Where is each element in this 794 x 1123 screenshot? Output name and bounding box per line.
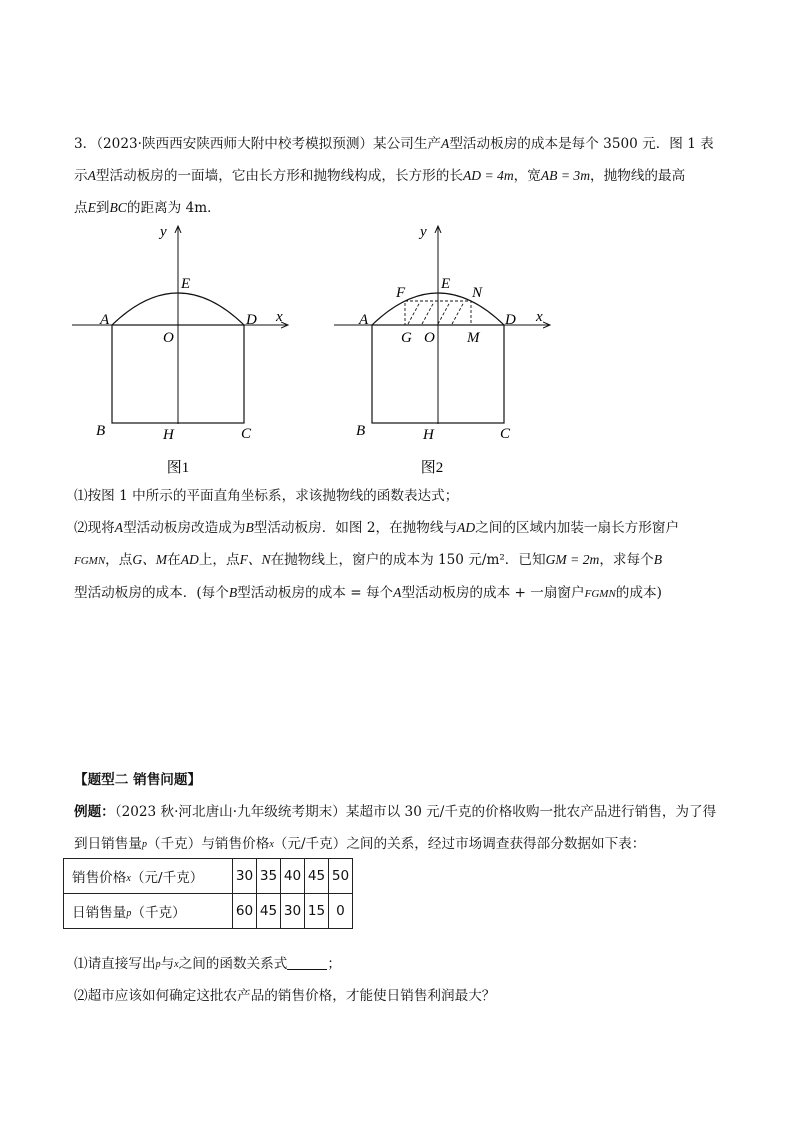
intro-text: ，抛物线的最高	[590, 168, 686, 184]
intro-text: 的距离为 4m．	[126, 200, 221, 216]
fig2-label-O: O	[424, 330, 435, 346]
example-question-1	[74, 948, 734, 981]
intro-text: 到	[95, 200, 110, 216]
fig2-label-y: y	[420, 224, 427, 240]
table-cell: 30	[233, 859, 257, 894]
q2-text: 型活动板房的成本 + 一扇窗户	[401, 585, 585, 601]
table-cell: 30	[281, 894, 305, 929]
fig2-label-G: G	[401, 330, 412, 346]
figure-2	[334, 224, 550, 476]
fig2-label-A: A	[359, 312, 369, 328]
fig2-label-F: F	[396, 285, 406, 301]
fig2-label-E: E	[441, 276, 451, 292]
figure-1	[72, 224, 288, 476]
section-title-text: 【题型二 销售问题】	[74, 772, 202, 788]
fig1-label-O: O	[163, 330, 174, 346]
row-label-unit: （千克）	[131, 905, 186, 921]
table-row-volume	[64, 894, 353, 929]
data-table	[63, 858, 353, 929]
fig2-label-N: N	[472, 285, 483, 301]
fig2-label-D: D	[505, 312, 516, 328]
table-cell: 40	[281, 859, 305, 894]
q2-text: 型活动板房．如图 2，在抛物线与	[253, 520, 458, 536]
row-label-unit: （元/千克）	[130, 870, 204, 886]
q2-text: 在	[167, 552, 181, 568]
fig2-label-M: M	[467, 330, 480, 346]
table-cell: 35	[257, 859, 281, 894]
fig1-label-D: D	[246, 312, 257, 328]
expr-AB: AB = 3m	[540, 168, 591, 183]
intro-text: 点	[74, 200, 88, 216]
example-line: （2023 秋·河北唐山·九年级统考期末）某超市以 30 元/千克的价格收购一批农产品进行销售，为了得	[114, 804, 717, 820]
var-x: x	[126, 873, 131, 884]
q2-text: ，点	[105, 552, 133, 568]
var-p: p	[155, 959, 161, 970]
table-cell: 45	[305, 859, 329, 894]
example-label: 例题：	[74, 804, 115, 820]
figure-diagrams	[60, 216, 580, 478]
fig1-label-B: B	[96, 423, 106, 439]
eq1-text: ⑴请直接写出	[74, 956, 156, 972]
q1-text: ⑴按图 1 中所示的平面直角坐标系，求该抛物线的函数表达式；	[74, 488, 459, 504]
var-A: A	[393, 585, 402, 600]
var-x: x	[174, 959, 179, 970]
expr-GM: GM = 2m	[545, 552, 600, 567]
q2-text: 上，点	[198, 552, 240, 568]
answer-blank[interactable]	[287, 955, 327, 970]
row-label-text: 日销售量	[72, 905, 127, 921]
intro-text: 示	[74, 168, 88, 184]
eq1-text: 与	[160, 956, 175, 972]
q2-text: 型活动板房的成本 = 每个	[237, 585, 394, 601]
intro-text: ，宽	[513, 168, 541, 184]
fig1-label-x: x	[276, 309, 283, 325]
eq1-text: ；	[327, 956, 341, 972]
window-hatch	[408, 302, 464, 324]
fig1-label-y: y	[160, 224, 167, 240]
eq2-text: ⑵超市应该如何确定这批农产品的销售价格，才能使日销售利润最大？	[74, 988, 496, 1004]
problem3-intro	[74, 128, 734, 224]
fig1-label-H: H	[163, 427, 174, 443]
intro-text: 型活动板房的一面墙，它由长方形和抛物线构成，长方形的长	[95, 168, 463, 184]
q2-text: 在抛物线上，窗户的成本为 150 元/m²．已知	[270, 552, 546, 568]
table-row-label	[64, 894, 233, 929]
var-AD: AD	[457, 520, 476, 535]
q2-text: ，求每个	[599, 552, 654, 568]
example-line: （千克）与销售价格	[146, 836, 270, 852]
example-line: （元/千克）之间的关系，经过市场调查获得部分数据如下表：	[273, 836, 646, 852]
table-cell: 15	[305, 894, 329, 929]
var-FGMN: FGMN	[74, 555, 106, 567]
var-FN-points: F、N	[239, 552, 271, 567]
fig2-label-B: B	[356, 423, 366, 439]
fig1-label-C: C	[241, 426, 252, 442]
table-row-price	[64, 859, 353, 894]
var-B: B	[653, 552, 662, 567]
fig1-caption: 图1	[166, 460, 190, 476]
var-p: p	[126, 908, 132, 919]
eq1-text: 之间的函数关系式	[178, 956, 288, 972]
section-title	[74, 764, 734, 796]
intro-text: 型活动板房的成本是每个 3500 元．图 1 表	[449, 136, 714, 152]
var-BC: BC	[109, 200, 127, 215]
var-p: p	[141, 839, 147, 850]
fig2-label-x: x	[536, 309, 543, 325]
var-B: B	[245, 520, 254, 535]
q2-text: ⑵现将	[74, 520, 115, 536]
var-FGMN: FGMN	[584, 588, 616, 600]
table-cell: 50	[329, 859, 353, 894]
var-x: x	[269, 839, 274, 850]
example-line: 到日销售量	[74, 836, 142, 852]
table-cell: 60	[233, 894, 257, 929]
problem3-question-1	[74, 480, 734, 512]
var-AD: AD	[180, 552, 199, 567]
expr-AD: AD = 4m	[462, 168, 514, 183]
q2-text: 之间的区域内加装一扇长方形窗户	[475, 520, 680, 536]
example-text	[74, 796, 734, 861]
intro-text: 3．（2023·陕西西安陕西师大附中校考模拟预测）某公司生产	[74, 136, 442, 152]
q2-text: 型活动板房改造成为	[123, 520, 246, 536]
table-row-label	[64, 859, 233, 894]
figures	[60, 216, 580, 482]
row-label-text: 销售价格	[72, 870, 127, 886]
example-question-2	[74, 980, 734, 1012]
fig2-label-C: C	[500, 426, 511, 442]
problem3-question-2	[74, 512, 734, 610]
fig2-label-H: H	[423, 427, 434, 443]
table-cell: 45	[257, 894, 281, 929]
var-A: A	[87, 168, 96, 183]
fig1-label-A: A	[100, 312, 110, 328]
var-A: A	[441, 136, 450, 151]
var-E: E	[87, 200, 96, 215]
var-B: B	[228, 585, 238, 600]
q2-text: 的成本)	[615, 585, 662, 601]
var-GM-points: G、M	[132, 552, 168, 567]
var-A: A	[114, 520, 124, 535]
table-cell: 0	[329, 894, 353, 929]
q2-text: 型活动板房的成本．(每个	[74, 585, 229, 601]
fig1-label-E: E	[181, 276, 191, 292]
fig2-caption: 图2	[420, 460, 444, 476]
